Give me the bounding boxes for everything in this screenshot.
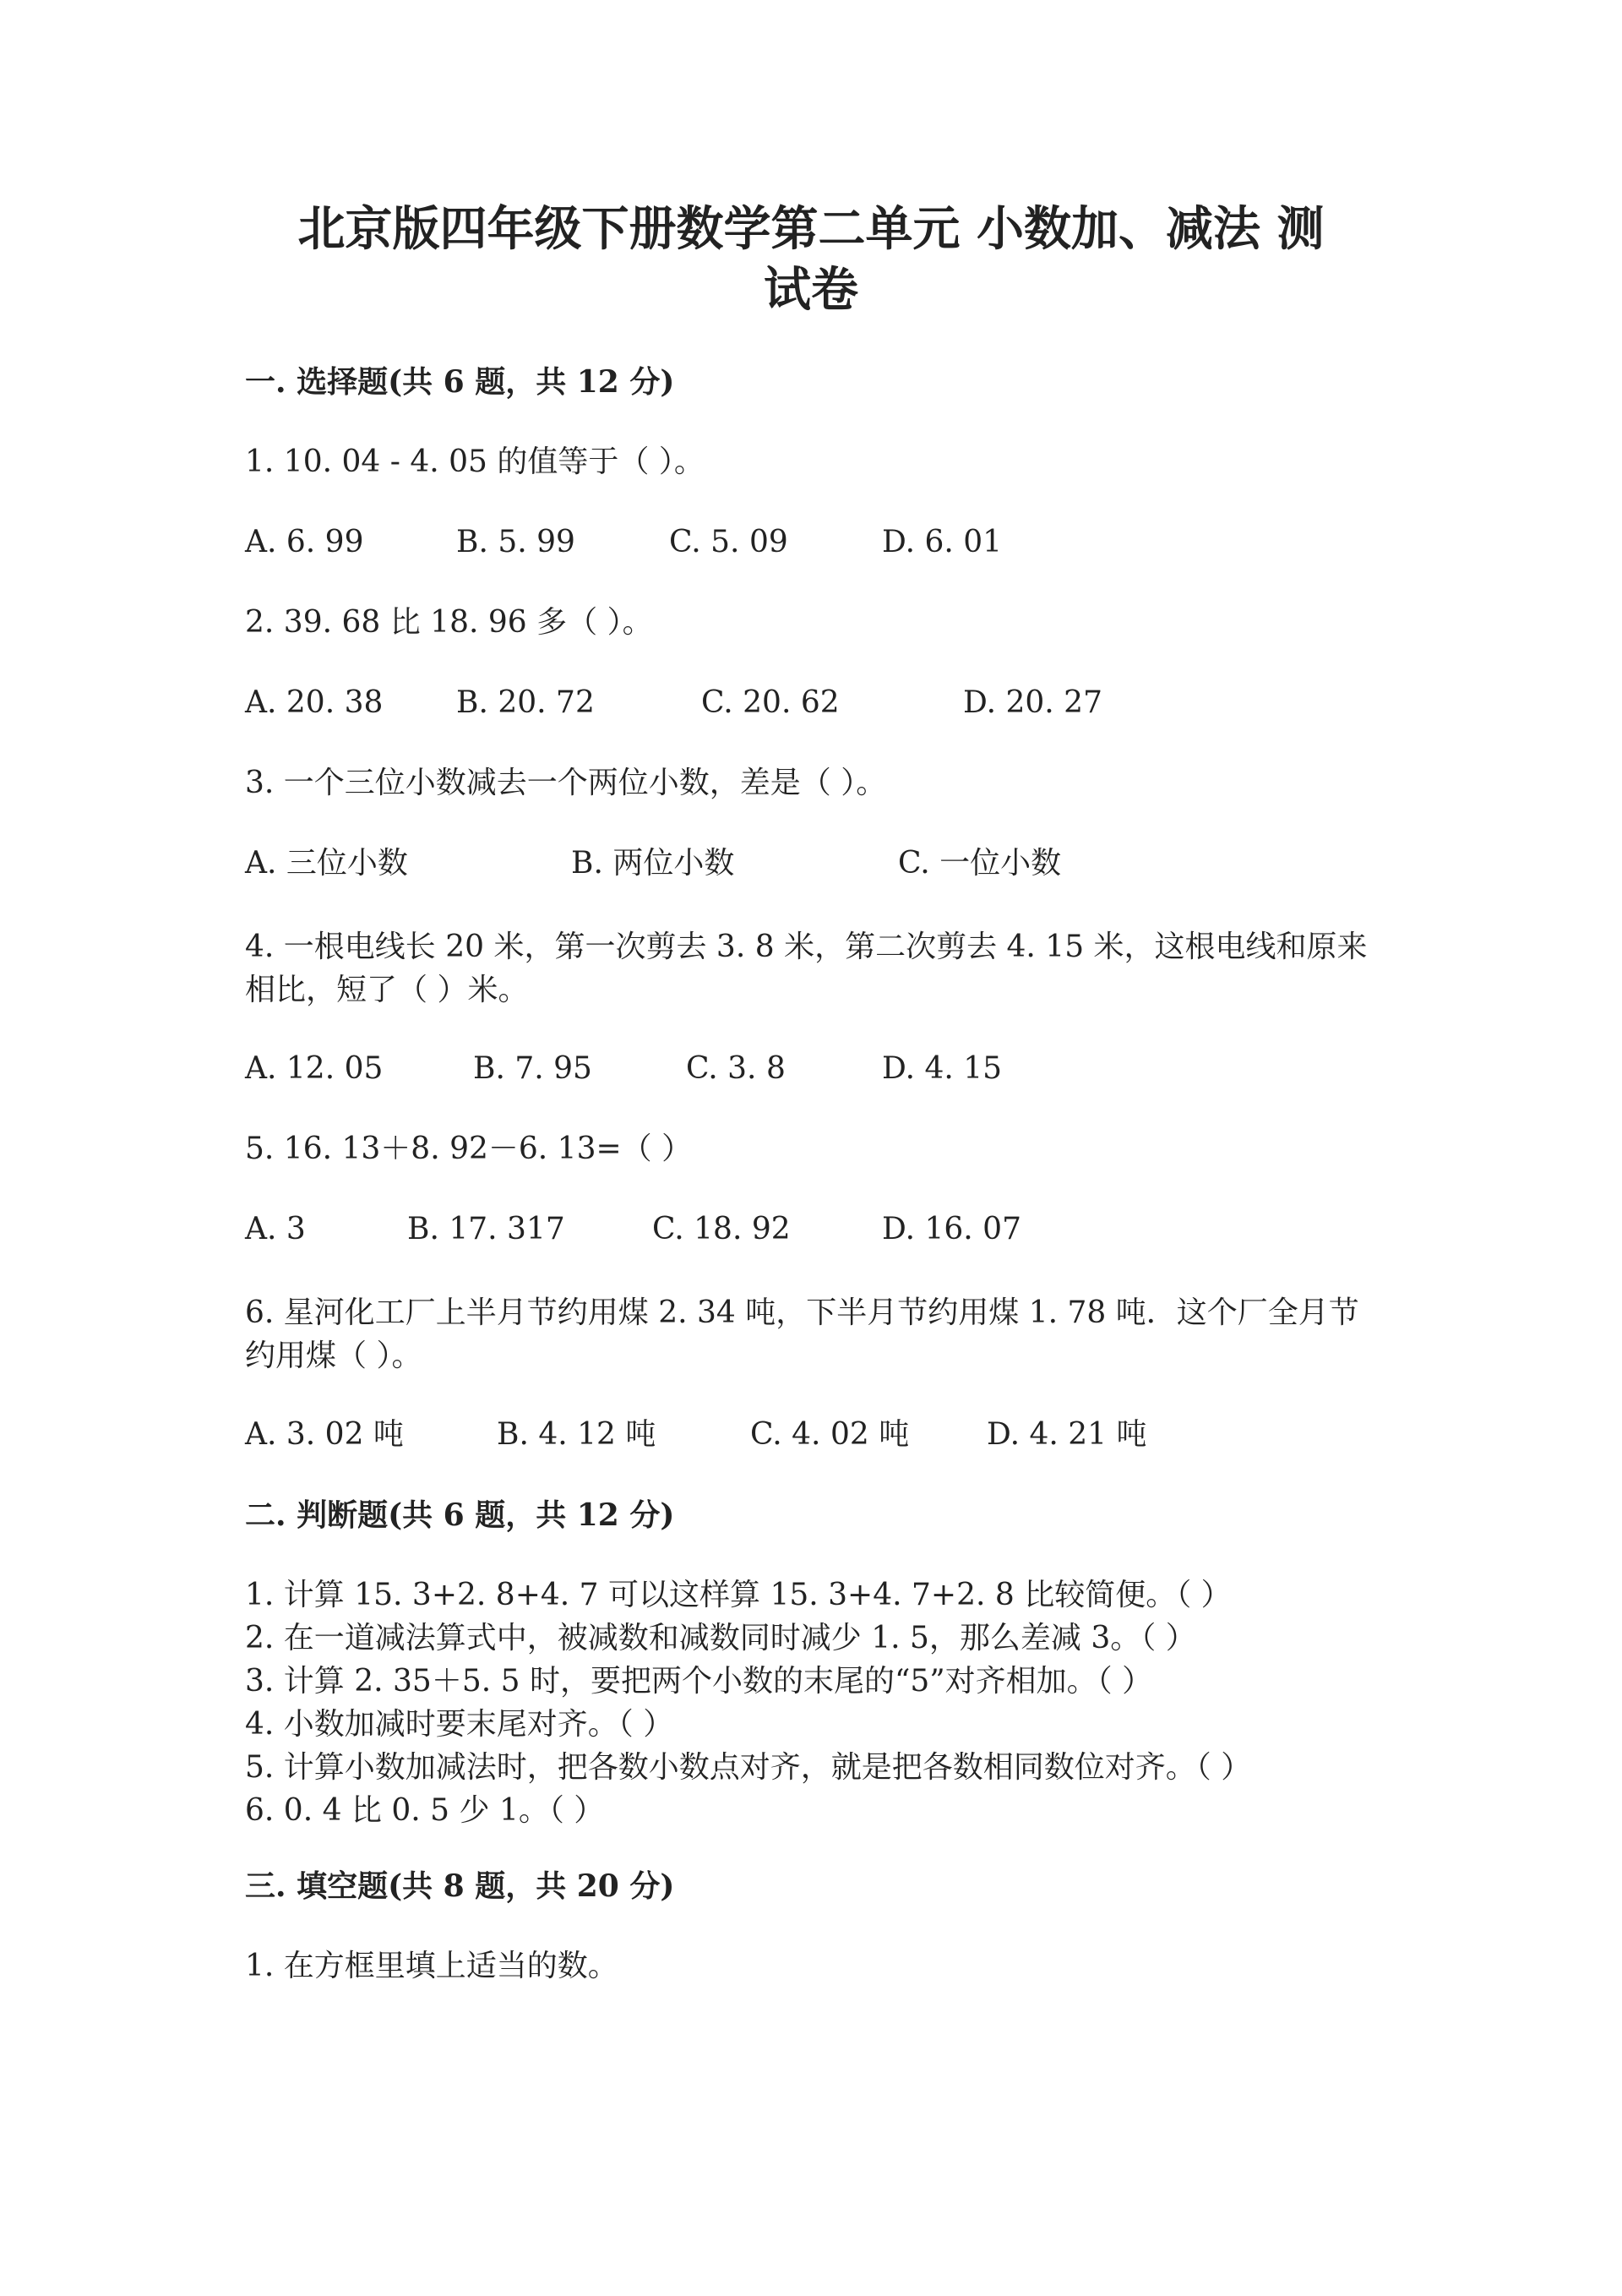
option-d: D. 4. 15 (882, 1051, 1003, 1086)
option-d: D. 6. 01 (882, 525, 1003, 559)
option-d: D. 4. 21 吨 (987, 1417, 1147, 1452)
section-heading-choice: 一. 选择题(共 6 题，共 12 分) (245, 364, 675, 400)
question-text: 4. 一根电线长 20 米，第一次剪去 3. 8 米，第二次剪去 4. 15 米，这根电线和原来相比，短了（ ）米。 (245, 930, 1368, 1007)
option-c: C. 一位小数 (898, 846, 1062, 881)
question-text: 3. 一个三位小数减去一个两位小数，差是（ ）。 (245, 766, 887, 800)
option-a: A. 20. 38 (245, 685, 384, 720)
judgement-item: 1. 计算 15. 3+2. 8+4. 7 可以这样算 15. 3+4. 7+2. 8 比较简便。（ ） (245, 1578, 1232, 1612)
option-c: C. 3. 8 (686, 1051, 786, 1086)
option-d: D. 20. 27 (963, 685, 1102, 720)
option-c: C. 4. 02 吨 (750, 1417, 910, 1452)
option-c: C. 18. 92 (652, 1212, 791, 1246)
option-a: A. 三位小数 (245, 846, 408, 881)
fill-in-item: 1. 在方框里填上适当的数。 (245, 1949, 618, 1983)
judgement-item: 5. 计算小数加减法时，把各数小数点对齐，就是把各数相同数位对齐。（ ） (245, 1750, 1252, 1785)
option-a: A. 12. 05 (245, 1051, 384, 1086)
document-title (245, 199, 1377, 320)
section-heading-judgement: 二. 判断题(共 6 题，共 12 分) (245, 1497, 675, 1533)
title-line-2: 试卷 (764, 262, 858, 318)
option-b: B. 5. 99 (456, 525, 575, 559)
option-b: B. 17. 317 (407, 1212, 565, 1246)
option-c: C. 20. 62 (701, 685, 840, 720)
title-line-1: 北京版四年级下册数学第二单元 小数加、减法 测 (297, 201, 1325, 257)
section-heading-fill-in: 三. 填空题(共 8 题，共 20 分) (245, 1868, 675, 1904)
option-a: A. 3 (245, 1212, 306, 1246)
question-text: 6. 星河化工厂上半月节约用煤 2. 34 吨，下半月节约用煤 1. 78 吨．这个厂全月节约用煤（ ）。 (245, 1295, 1359, 1373)
judgement-item: 6. 0. 4 比 0. 5 少 1。（ ） (245, 1793, 605, 1828)
judgement-item: 3. 计算 2. 35＋5. 5 时，要把两个小数的末尾的“5”对齐相加。（ ） (245, 1664, 1153, 1699)
option-a: A. 6. 99 (245, 525, 364, 559)
option-b: B. 两位小数 (571, 846, 735, 881)
option-b: B. 20. 72 (456, 685, 595, 720)
option-a: A. 3. 02 吨 (245, 1417, 404, 1452)
option-c: C. 5. 09 (669, 525, 788, 559)
judgement-item: 4. 小数加减时要末尾对齐。（ ） (245, 1707, 674, 1742)
option-b: B. 4. 12 吨 (497, 1417, 656, 1452)
question-text: 2. 39. 68 比 18. 96 多（ ）。 (245, 605, 653, 640)
judgement-item: 2. 在一道减法算式中，被减数和减数同时减少 1. 5，那么差减 3。（ ） (245, 1621, 1196, 1655)
question-text: 1. 10. 04 - 4. 05 的值等于（ ）。 (245, 444, 705, 479)
option-d: D. 16. 07 (882, 1212, 1021, 1246)
question-text: 5. 16. 13＋8. 92－6. 13=（ ） (245, 1132, 693, 1166)
option-b: B. 7. 95 (473, 1051, 592, 1086)
